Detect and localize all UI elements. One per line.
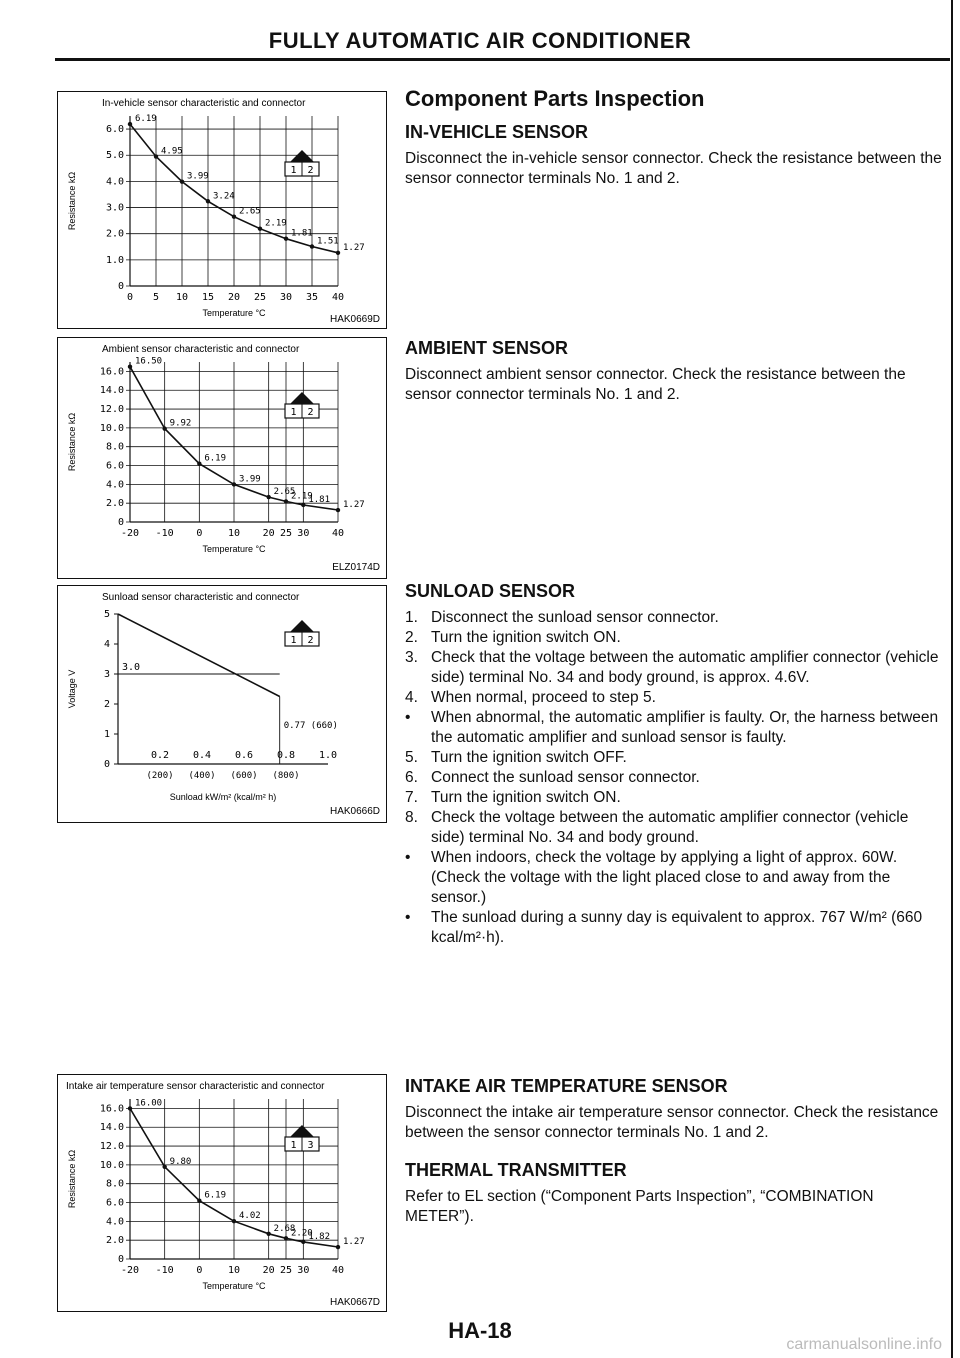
step-marker: 8. [405, 809, 418, 826]
figure-in-vehicle-sensor [57, 91, 387, 329]
data-point [232, 214, 236, 218]
connector-pin-label: 3 [307, 1140, 314, 1151]
section-intake [405, 1076, 943, 1143]
data-label: 4.02 [239, 1211, 261, 1222]
intake-heading: INTAKE AIR TEMPERATURE SENSOR [405, 1076, 728, 1096]
x-tick-label: -10 [155, 1265, 174, 1276]
annotation-077: 0.77 (660) [283, 721, 338, 731]
x-tick-label: 10 [227, 1265, 241, 1276]
data-label: 2.19 [291, 491, 313, 502]
step-marker: 6. [405, 769, 418, 786]
data-point [336, 1245, 340, 1249]
data-point [232, 482, 236, 486]
thermal-body: Refer to EL section (“Component Parts Inspection”, “COMBINATION METER”). [405, 1188, 874, 1225]
section-ambient [405, 338, 943, 405]
page-header-title: FULLY AUTOMATIC AIR CONDITIONER [268, 28, 692, 53]
x-tick-label: 40 [331, 292, 345, 303]
y-tick-label: 4.0 [105, 479, 124, 491]
connector-pin-label: 2 [307, 635, 314, 646]
chart-title: In-vehicle sensor characteristic and connector [102, 98, 306, 109]
x-tick-label-kcal: (200) [146, 771, 174, 781]
x-tick-label: 10 [227, 528, 241, 539]
x-tick-label-kcal: (400) [188, 771, 216, 781]
sunload-heading: SUNLOAD SENSOR [405, 581, 576, 601]
section-in-vehicle [405, 86, 943, 189]
step-marker: 2. [405, 629, 418, 646]
data-label: 16.50 [135, 356, 163, 367]
ambient-chart [58, 338, 386, 578]
figure-ambient-sensor [57, 337, 387, 579]
step-text: Turn the ignition switch ON. [431, 789, 621, 806]
y-tick-label: 5 [103, 609, 110, 620]
x-tick-label: 25 [253, 292, 267, 303]
main-title: Component Parts Inspection [405, 86, 705, 111]
y-tick-label: 6.0 [105, 1197, 124, 1209]
x-tick-label: 0.2 [150, 750, 170, 761]
y-tick-label: 0 [117, 517, 124, 528]
x-axis-label: Sunload kW/m² (kcal/m² h) [169, 792, 277, 802]
data-point [162, 1165, 166, 1169]
y-tick-label: 1 [103, 729, 110, 740]
sunload-step [405, 808, 943, 848]
y-tick-label: 5.0 [105, 150, 124, 162]
y-axis-label: Resistance kΩ [67, 1149, 77, 1209]
x-axis-label: Temperature °C [202, 544, 266, 554]
x-tick-label: 30 [297, 1265, 310, 1276]
sunload-step [405, 768, 943, 788]
thermal-heading: THERMAL TRANSMITTER [405, 1160, 627, 1180]
x-tick-label: 30 [297, 528, 310, 539]
connector-pin-label: 1 [290, 165, 297, 176]
y-tick-label: 16.0 [99, 1103, 124, 1115]
data-label: 1.27 [343, 500, 365, 511]
y-tick-label: 0 [117, 281, 124, 292]
data-label: 1.81 [308, 494, 331, 505]
y-tick-label: 4 [103, 639, 110, 650]
sunload-chart [58, 586, 386, 822]
in-vehicle-chart [58, 92, 386, 328]
sunload-step [405, 628, 943, 648]
data-point [154, 154, 158, 158]
connector-pin-label: 1 [290, 1140, 297, 1151]
y-tick-label: 6.0 [105, 124, 124, 136]
data-point [197, 1199, 201, 1203]
x-tick-label: 0 [196, 528, 203, 539]
watermark: carmanualsonline.info [786, 1336, 942, 1353]
step-marker: • [405, 709, 411, 726]
x-tick-label: 10 [175, 292, 189, 303]
x-tick-label: 40 [331, 1265, 345, 1276]
x-tick-label: 0 [196, 1265, 203, 1276]
step-marker: 1. [405, 609, 418, 626]
data-label: 2.20 [291, 1228, 313, 1239]
data-label: 2.19 [265, 218, 287, 229]
sunload-step [405, 908, 943, 948]
x-tick-label: 0.6 [234, 750, 254, 761]
y-tick-label: 2.0 [105, 498, 124, 510]
y-axis-label: Resistance kΩ [67, 412, 77, 472]
data-label: 1.81 [291, 228, 313, 239]
step-text: When normal, proceed to step 5. [431, 689, 656, 706]
data-point [301, 503, 305, 507]
figure-sunload-sensor [57, 585, 387, 823]
right-margin-rule [951, 0, 953, 1358]
sunload-step [405, 648, 943, 688]
section-thermal [405, 1160, 943, 1227]
figure-code: ELZ0174D [332, 562, 380, 573]
x-tick-label: -10 [155, 528, 174, 539]
data-label: 16.00 [135, 1098, 163, 1109]
data-label: 6.19 [204, 453, 227, 464]
x-tick-label: 20 [262, 528, 275, 539]
data-label: 1.82 [308, 1231, 331, 1242]
y-tick-label: 10.0 [99, 422, 124, 434]
step-text: Check the voltage between the automatic amplifier connector (vehicle side) terminal No. 34 and body ground. [431, 809, 909, 846]
y-tick-label: 4.0 [105, 1216, 124, 1228]
y-tick-label: 0 [103, 759, 110, 770]
step-marker: 5. [405, 749, 418, 766]
y-tick-label: 0 [117, 1254, 124, 1265]
data-point [336, 508, 340, 512]
section-sunload [405, 581, 943, 948]
chart-title: Ambient sensor characteristic and connector [102, 344, 300, 355]
x-tick-label: 1.0 [318, 750, 338, 761]
data-point [128, 122, 132, 126]
step-text: When abnormal, the automatic amplifier is faulty. Or, the harness between the automatic amplifier and sunload sensor is faulty. [431, 709, 939, 746]
x-tick-label: 40 [331, 528, 345, 539]
data-label: 3.99 [239, 474, 261, 485]
x-tick-label: 15 [201, 292, 215, 303]
y-tick-label: 8.0 [105, 1178, 124, 1190]
x-tick-label: 0.8 [276, 750, 296, 761]
y-tick-label: 2.0 [105, 228, 124, 240]
connector-key-icon [290, 1125, 314, 1137]
connector-pin-label: 1 [290, 407, 297, 418]
in-vehicle-body: Disconnect the in-vehicle sensor connector. Check the resistance between the sensor connector terminals No. 1 and 2. [405, 150, 942, 187]
x-tick-label: 25 [279, 528, 293, 539]
data-label: 9.92 [169, 418, 192, 429]
ambient-heading: AMBIENT SENSOR [405, 338, 569, 358]
connector-pin-label: 1 [290, 635, 297, 646]
header-rule [55, 58, 950, 61]
data-label: 9.80 [169, 1156, 192, 1167]
chart-title: Intake air temperature sensor characteristic and connector [66, 1081, 325, 1092]
x-tick-label-kcal: (800) [272, 771, 300, 781]
sunload-step [405, 748, 943, 768]
x-tick-label-kcal: (600) [230, 771, 258, 781]
x-axis-label: Temperature °C [202, 308, 266, 318]
sunload-step [405, 788, 943, 808]
data-label: 1.27 [343, 242, 365, 253]
figure-code: HAK0666D [329, 806, 380, 817]
data-point [284, 1236, 288, 1240]
step-text: Check that the voltage between the automatic amplifier connector (vehicle side) terminal No. 34 and body ground, is approx. 4.6V. [431, 649, 939, 686]
data-label: 3.24 [213, 191, 235, 202]
characteristic-curve [118, 614, 280, 697]
data-label: 6.19 [135, 114, 157, 125]
y-tick-label: 3 [103, 669, 110, 680]
x-tick-label: 20 [262, 1265, 275, 1276]
step-text: Turn the ignition switch OFF. [431, 749, 627, 766]
data-label: 1.51 [317, 236, 339, 247]
data-point [336, 251, 340, 255]
connector-key-icon [290, 392, 314, 404]
step-text: When indoors, check the voltage by applying a light of approx. 60W. (Check the voltage with the light placed close to and away from the sensor.) [431, 849, 898, 906]
step-text: Connect the sunload sensor connector. [431, 769, 700, 786]
sunload-step [405, 608, 943, 628]
sunload-step [405, 688, 943, 708]
x-tick-label: 20 [227, 292, 241, 303]
x-tick-label: -20 [120, 1265, 140, 1276]
data-point [206, 199, 210, 203]
y-tick-label: 3.0 [105, 202, 124, 214]
y-tick-label: 6.0 [105, 460, 124, 472]
data-point [301, 1240, 305, 1244]
y-tick-label: 1.0 [105, 254, 124, 266]
step-marker: • [405, 909, 411, 926]
y-tick-label: 4.0 [105, 176, 124, 188]
intake-body: Disconnect the intake air temperature sensor connector. Check the resistance between the sensor connector terminals No. 1 and 2. [405, 1104, 939, 1141]
data-label: 2.68 [273, 1223, 296, 1234]
data-label: 2.65 [273, 487, 296, 498]
chart-title: Sunload sensor characteristic and connector [102, 592, 300, 603]
x-tick-label: 0.4 [192, 750, 212, 761]
data-point [162, 426, 166, 430]
y-tick-label: 12.0 [99, 404, 124, 416]
x-tick-label: 0 [126, 292, 134, 303]
x-tick-label: 30 [279, 292, 293, 303]
figure-intake-sensor [57, 1074, 387, 1312]
sunload-step [405, 708, 943, 748]
x-tick-label: 5 [152, 292, 160, 303]
step-marker: • [405, 849, 411, 866]
y-axis-label: Resistance kΩ [67, 171, 77, 231]
step-text: The sunload during a sunny day is equivalent to approx. 767 W/m² (660 kcal/m²·h). [431, 909, 923, 946]
data-point [266, 495, 270, 499]
data-point [128, 365, 132, 369]
step-text: Turn the ignition switch ON. [431, 629, 621, 646]
x-tick-label: 35 [305, 292, 319, 303]
in-vehicle-heading: IN-VEHICLE SENSOR [405, 122, 589, 142]
data-point [284, 236, 288, 240]
connector-pin-label: 2 [307, 407, 314, 418]
step-marker: 4. [405, 689, 418, 706]
x-axis-label: Temperature °C [202, 1281, 266, 1291]
y-tick-label: 14.0 [99, 1122, 124, 1134]
data-label: 2.65 [239, 206, 261, 217]
y-tick-label: 16.0 [99, 366, 124, 378]
connector-key-icon [290, 620, 314, 632]
data-label: 4.95 [161, 146, 183, 157]
sunload-steps [405, 608, 943, 948]
step-text: Disconnect the sunload sensor connector. [431, 609, 719, 626]
data-point [266, 1232, 270, 1236]
figure-code: HAK0669D [329, 314, 380, 325]
y-tick-label: 14.0 [99, 385, 124, 397]
page-number: HA-18 [448, 1318, 512, 1343]
y-axis-label: Voltage V [67, 669, 77, 709]
sunload-step [405, 848, 943, 908]
ambient-body: Disconnect ambient sensor connector. Check the resistance between the sensor connector terminals No. 1 and 2. [405, 366, 906, 403]
connector-pin-label: 2 [307, 165, 314, 176]
data-point [128, 1106, 132, 1110]
data-point [232, 1219, 236, 1223]
x-tick-label: -20 [120, 528, 140, 539]
data-point [284, 499, 288, 503]
y-tick-label: 10.0 [99, 1159, 124, 1171]
y-tick-label: 8.0 [105, 441, 124, 453]
y-tick-label: 2 [103, 699, 110, 710]
y-tick-label: 2.0 [105, 1235, 124, 1247]
step-marker: 3. [405, 649, 418, 666]
annotation-3v: 3.0 [122, 662, 141, 673]
data-label: 1.27 [343, 1237, 365, 1248]
data-label: 3.99 [187, 171, 209, 182]
connector-key-icon [290, 150, 314, 162]
data-point [310, 244, 314, 248]
step-marker: 7. [405, 789, 418, 806]
data-point [197, 462, 201, 466]
x-tick-label: 25 [279, 1265, 293, 1276]
data-point [258, 227, 262, 231]
data-point [180, 179, 184, 183]
intake-chart [58, 1075, 386, 1311]
data-label: 6.19 [204, 1190, 227, 1201]
figure-code: HAK0667D [329, 1297, 380, 1308]
y-tick-label: 12.0 [99, 1141, 124, 1153]
